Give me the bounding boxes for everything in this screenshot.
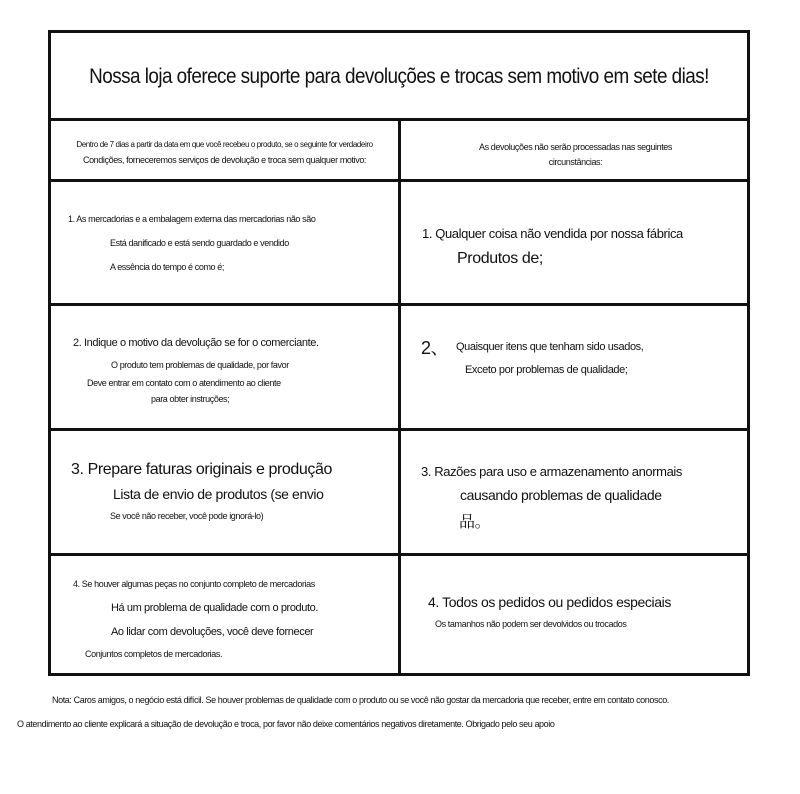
cell-text: A essência do tempo é como é; <box>110 262 224 272</box>
cell-text: Lista de envio de produtos (se envio <box>113 486 324 502</box>
cell-text: 2、 <box>421 338 449 358</box>
cell-text: 品。 <box>459 514 491 531</box>
page-title: Nossa loja oferece suporte para devoluções e trocas sem motivo em sete dias! <box>89 65 709 88</box>
footnote: Nota: Caros amigos, o negócio está difícil. Se houver problemas de qualidade com o produto ou se você não gostar da mercadoria que receber, entre em contato conosco. <box>52 695 669 705</box>
cell-text: Exceto por problemas de qualidade; <box>465 364 628 376</box>
cell-text: Conjuntos completos de mercadorias. <box>85 649 223 659</box>
row-2-left-cell <box>51 306 398 428</box>
header-right-cell <box>401 121 750 179</box>
cell-text: Está danificado e está sendo guardado e vendido <box>110 238 289 248</box>
cell-text: 3. Prepare faturas originais e produção <box>71 461 333 478</box>
cell-text: 2. Indique o motivo da devolução se for o comerciante. <box>73 337 319 349</box>
cell-text: 1. Qualquer coisa não vendida por nossa fábrica <box>422 226 683 241</box>
cell-text: 4. Todos os pedidos ou pedidos especiais <box>428 594 671 610</box>
header-text: Condições, forneceremos serviços de devolução e troca sem qualquer motivo: <box>82 155 367 165</box>
cell-text: Há um problema de qualidade com o produto. <box>111 602 319 614</box>
cell-text: causando problemas de qualidade <box>460 487 662 503</box>
row-1-right-cell <box>401 182 750 303</box>
cell-text: para obter instruções; <box>151 394 230 404</box>
cell-text: 1. As mercadorias e a embalagem externa das mercadorias não são <box>68 214 316 224</box>
cell-text: Se você não receber, você pode ignorá-lo) <box>110 511 264 521</box>
row-3-left-cell <box>51 431 398 553</box>
cell-text: Os tamanhos não podem ser devolvidos ou trocados <box>435 619 627 629</box>
row-4-right-cell <box>401 556 750 675</box>
header-left-cell <box>51 121 398 179</box>
row-2-right-cell <box>401 306 750 428</box>
row-1-left-cell <box>51 182 398 303</box>
cell-text: Produtos de; <box>457 250 543 267</box>
footnote: O atendimento ao cliente explicará a situação de devolução e troca, por favor não deixe comentários negativos diretamente. Obrigado pelo seu apoio <box>17 719 555 729</box>
cell-text: Quaisquer itens que tenham sido usados, <box>456 341 644 353</box>
header-text: As devoluções não serão processadas nas seguintes <box>478 142 673 152</box>
cell-text: Deve entrar em contato com o atendimento ao cliente <box>87 378 281 388</box>
cell-text: 4. Se houver algumas peças no conjunto completo de mercadorias <box>73 579 315 589</box>
policy-table <box>48 30 750 676</box>
header-text: circunstâncias: <box>548 157 603 167</box>
cell-text: 3. Razões para uso e armazenamento anormais <box>421 464 683 479</box>
cell-text: Ao lidar com devoluções, você deve fornecer <box>111 626 314 638</box>
header-text: Dentro de 7 dias a partir da data em que você recebeu o produto, se o seguinte for verdadeiro <box>76 140 373 149</box>
cell-text: O produto tem problemas de qualidade, por favor <box>111 360 289 370</box>
row-4-left-cell <box>51 556 398 675</box>
row-3-right-cell <box>401 431 750 553</box>
